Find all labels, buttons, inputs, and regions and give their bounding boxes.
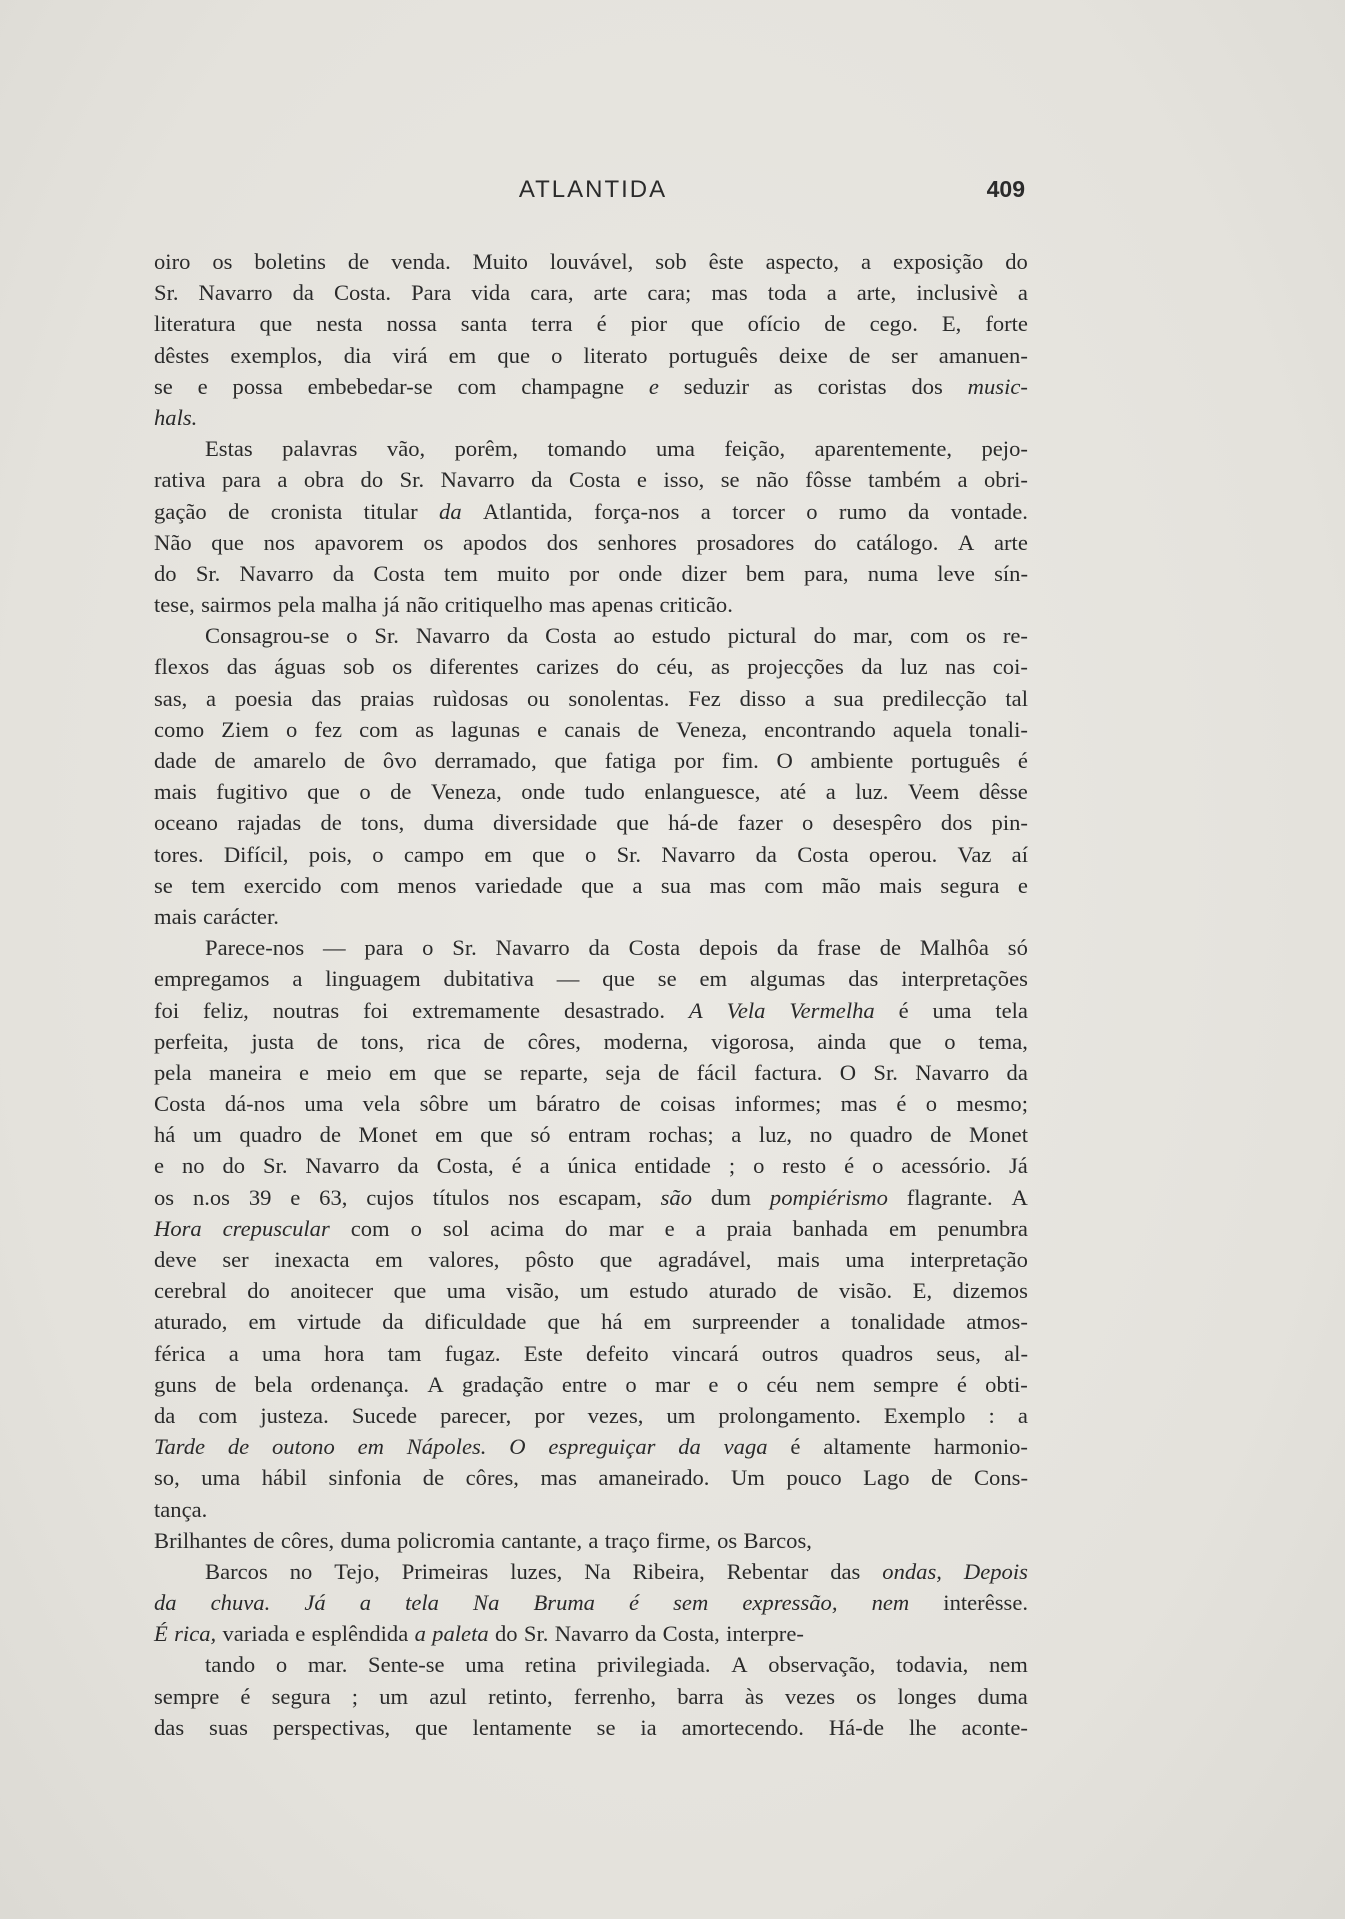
text-line: rativa para a obra do Sr. Navarro da Costa e isso, se não fôsse também a obri- xyxy=(154,467,1028,493)
text-line: das suas perspectivas, que lentamente se ia amortecendo. Há-de lhe aconte- xyxy=(154,1714,1028,1740)
text-line: Costa dá-nos uma vela sôbre um báratro de coisas informes; mas é o mesmo; xyxy=(154,1091,1028,1117)
text-line: Consagrou-se o Sr. Navarro da Costa ao estudo pictural do mar, com os re- xyxy=(205,623,1028,649)
text-line: aturado, em virtude da dificuldade que há em surpreender a tonalidade atmos- xyxy=(154,1309,1028,1335)
text-line: sempre é segura ; um azul retinto, ferrenho, barra às vezes os longes duma xyxy=(154,1683,1028,1709)
text-line: da chuva. Já a tela Na Bruma é sem expressão, nem interêsse. xyxy=(154,1590,1028,1616)
text-line: e no do Sr. Navarro da Costa, é a única entidade ; o resto é o acessório. Já xyxy=(154,1153,1028,1179)
text-line: Parece-nos — para o Sr. Navarro da Costa depois da frase de Malhôa só xyxy=(205,935,1028,961)
text-line: se e possa embebedar-se com champagne e seduzir as coristas dos music- xyxy=(154,373,1028,399)
body-text xyxy=(154,246,1028,1743)
page-header xyxy=(157,176,1029,212)
text-line: Tarde de outono em Nápoles. O espreguiçar da vaga é altamente harmonio- xyxy=(154,1434,1028,1460)
text-line: da com justeza. Sucede parecer, por vezes, um prolongamento. Exemplo : a xyxy=(154,1402,1028,1428)
text-line: tando o mar. Sente-se uma retina privilegiada. A observação, todavia, nem xyxy=(205,1652,1028,1678)
text-line: foi feliz, noutras foi extremamente desastrado. A Vela Vermelha é uma tela xyxy=(154,997,1028,1023)
text-line: flexos das águas sob os diferentes carizes do céu, as projecções da luz nas coi- xyxy=(154,654,1028,680)
text-line: há um quadro de Monet em que só entram rochas; a luz, no quadro de Monet xyxy=(154,1122,1028,1148)
text-line: mais carácter. xyxy=(154,903,279,929)
text-line: Sr. Navarro da Costa. Para vida cara, arte cara; mas toda a arte, inclusivè a xyxy=(154,280,1028,306)
text-line: oceano rajadas de tons, duma diversidade que há-de fazer o desespêro dos pin- xyxy=(154,810,1028,836)
text-line: empregamos a linguagem dubitativa — que se em algumas das interpretações xyxy=(154,966,1028,992)
text-line: dêstes exemplos, dia virá em que o literato português deixe de ser amanuen- xyxy=(154,342,1028,368)
text-line: cerebral do anoitecer que uma visão, um estudo aturado de visão. E, dizemos xyxy=(154,1278,1028,1304)
text-line: guns de bela ordenança. A gradação entre o mar e o céu nem sempre é obti- xyxy=(154,1371,1028,1397)
text-line: Estas palavras vão, porêm, tomando uma feição, aparentemente, pejo- xyxy=(205,436,1028,462)
text-line: É rica, variada e esplêndida a paleta do Sr. Navarro da Costa, interpre- xyxy=(154,1621,804,1647)
text-line: do Sr. Navarro da Costa tem muito por onde dizer bem para, numa leve sín- xyxy=(154,560,1028,586)
text-line: perfeita, justa de tons, rica de côres, moderna, vigorosa, ainda que o tema, xyxy=(154,1028,1028,1054)
text-line: dade de amarelo de ôvo derramado, que fatiga por fim. O ambiente português é xyxy=(154,748,1028,773)
text-line: pela maneira e meio em que se reparte, seja de fácil factura. O Sr. Navarro da xyxy=(154,1059,1028,1085)
text-line: so, uma hábil sinfonia de côres, mas amaneirado. Um pouco Lago de Cons- xyxy=(154,1465,1028,1491)
text-line: literatura que nesta nossa santa terra é pior que ofício de cego. E, forte xyxy=(154,311,1028,337)
text-line: tores. Difícil, pois, o campo em que o Sr. Navarro da Costa operou. Vaz aí xyxy=(154,841,1028,867)
text-line: mais fugitivo que o de Veneza, onde tudo enlanguesce, até a luz. Veem dêsse xyxy=(154,779,1028,805)
text-line: gação de cronista titular da Atlantida, força-nos a torcer o rumo da vontade. xyxy=(154,498,1028,524)
text-line: Não que nos apavorem os apodos dos senhores prosadores do catálogo. A arte xyxy=(154,529,1028,555)
text-line: Hora crepuscular com o sol acima do mar e a praia banhada em penumbra xyxy=(154,1215,1028,1241)
text-line: deve ser inexacta em valores, pôsto que agradável, mais uma interpretação xyxy=(154,1247,1028,1272)
running-title: ATLANTIDA xyxy=(518,176,668,203)
text-line: hals. xyxy=(154,404,198,430)
text-line: como Ziem o fez com as lagunas e canais de Veneza, encontrando aquela tonali- xyxy=(154,716,1028,742)
text-line: Barcos no Tejo, Primeiras luzes, Na Ribeira, Rebentar das ondas, Depois xyxy=(205,1558,1028,1584)
text-line: tese, sairmos pela malha já não critiquelho mas apenas criticão. xyxy=(154,592,733,618)
text-line: tança. xyxy=(154,1496,208,1522)
text-line: oiro os boletins de venda. Muito louvável, sob êste aspecto, a exposição do xyxy=(154,249,1028,274)
text-line: se tem exercido com menos variedade que a sua mas com mão mais segura e xyxy=(154,872,1028,898)
text-line: Brilhantes de côres, duma policromia cantante, a traço firme, os Barcos, xyxy=(154,1527,812,1553)
text-line: férica a uma hora tam fugaz. Este defeito vincará outros quadros seus, al- xyxy=(154,1340,1028,1366)
page-number: 409 xyxy=(986,176,1025,202)
text-line: sas, a poesia das praias ruìdosas ou sonolentas. Fez disso a sua predilecção tal xyxy=(154,685,1028,711)
text-line: os n.os 39 e 63, cujos títulos nos escapam, são dum pompiérismo flagrante. A xyxy=(154,1184,1028,1210)
